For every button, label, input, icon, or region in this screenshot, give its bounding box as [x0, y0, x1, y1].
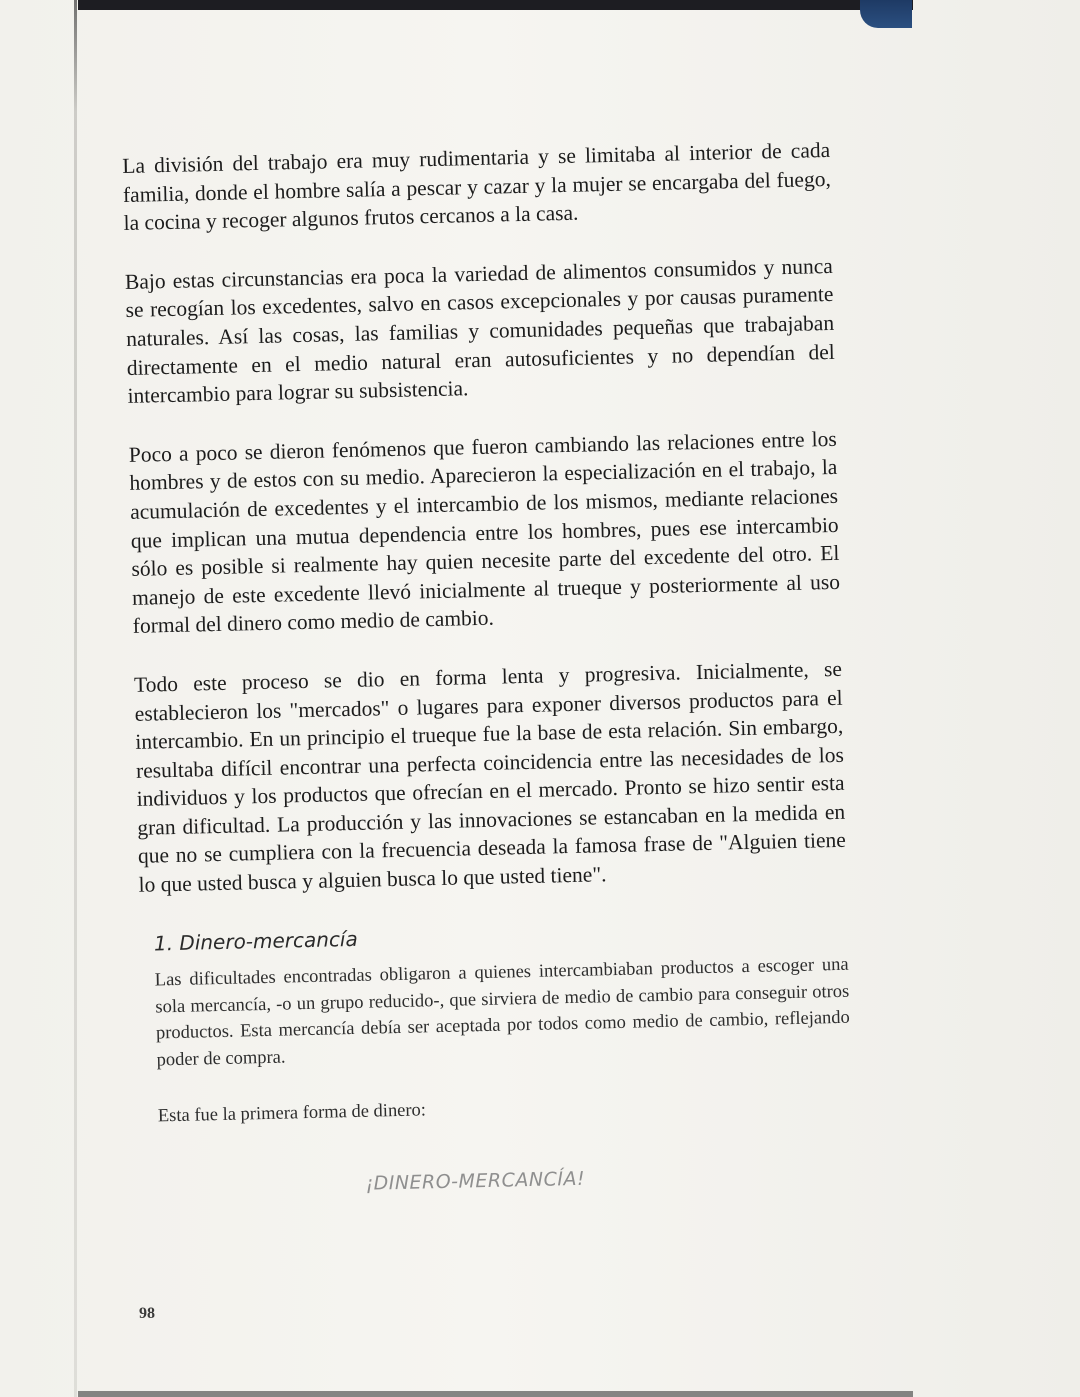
- paragraph-circunstancias: Bajo estas circunstancias era poca la variedad de alimentos consumidos y nunca se recogían los excedentes, salvo en casos excepcionales y por causas puramente naturales. Así las cosas, las familias y comunidades pequeñas que trabajaban directamente en el medio natural eran autosuficientes y no dependían del intercambio para lograr su subsistencia.: [124, 253, 835, 409]
- paragraph-dificultades: Las dificultades encontradas obligaron a quienes intercambiaban productos a escoger una sola mercancía, -o un grupo reducido-, que sirviera de medio de cambio para conseguir otros productos. Esta mercancía debía ser aceptada por todos como medio de cambio, reflejando poder de compra.: [154, 954, 851, 1071]
- page-number: 98: [139, 1305, 155, 1322]
- page-content: [122, 136, 854, 1203]
- photo-background-corner: [860, 0, 912, 28]
- page-left-edge: [74, 0, 77, 1397]
- paragraph-division-trabajo: La división del trabajo era muy rudimentaria y se limitaba al interior de cada familia, donde el hombre salía a pescar y cazar y la mujer se encargaba del fuego, la cocina y recoger algunos frutos cercanos a la casa.: [122, 137, 832, 236]
- photo-top-edge: [78, 0, 913, 10]
- highlight-dinero-mercancia: ¡DINERO-MERCANCÍA!: [365, 1167, 586, 1195]
- paragraph-primera-forma: Esta fue la primera forma de dinero:: [157, 1100, 427, 1127]
- section-heading: 1. Dinero-mercancía: [153, 926, 358, 956]
- paragraph-fenomenos: Poco a poco se dieron fenómenos que fueron cambiando las relaciones entre los hombres y de estos con su medio. Aparecieron la especialización en el trabajo, la acumulación de excedentes y el intercambio de los mismos, mediante relaciones que implican una mutua dependencia entre los hombres, pues ese intercambio sólo es posible si realmente hay quien necesite parte del excedente del otro. El manejo de este excedente llevó inicialmente al trueque y posteriormente al uso formal del dinero como medio de cambio.: [128, 426, 841, 639]
- paragraph-proceso: Todo este proceso se dio en forma lenta y progresiva. Inicialmente, se establecieron los "mercados" o lugares para exponer diversos productos para el intercambio. En un principio el trueque fue la base de esta relación. Sin embargo, resultaba difícil encontrar una perfecta coincidencia entre las necesidades de los individuos y los productos que ofrecían en el mercado. Pronto se hizo sentir esta gran dificultad. La producción y las innovaciones se estancaban en la medida en que no se cumpliera con la frecuencia deseada la famosa frase de "Alguien tiene lo que usted busca y alguien busca lo que usted tiene".: [133, 656, 847, 897]
- photo-bottom-edge: [78, 1391, 913, 1397]
